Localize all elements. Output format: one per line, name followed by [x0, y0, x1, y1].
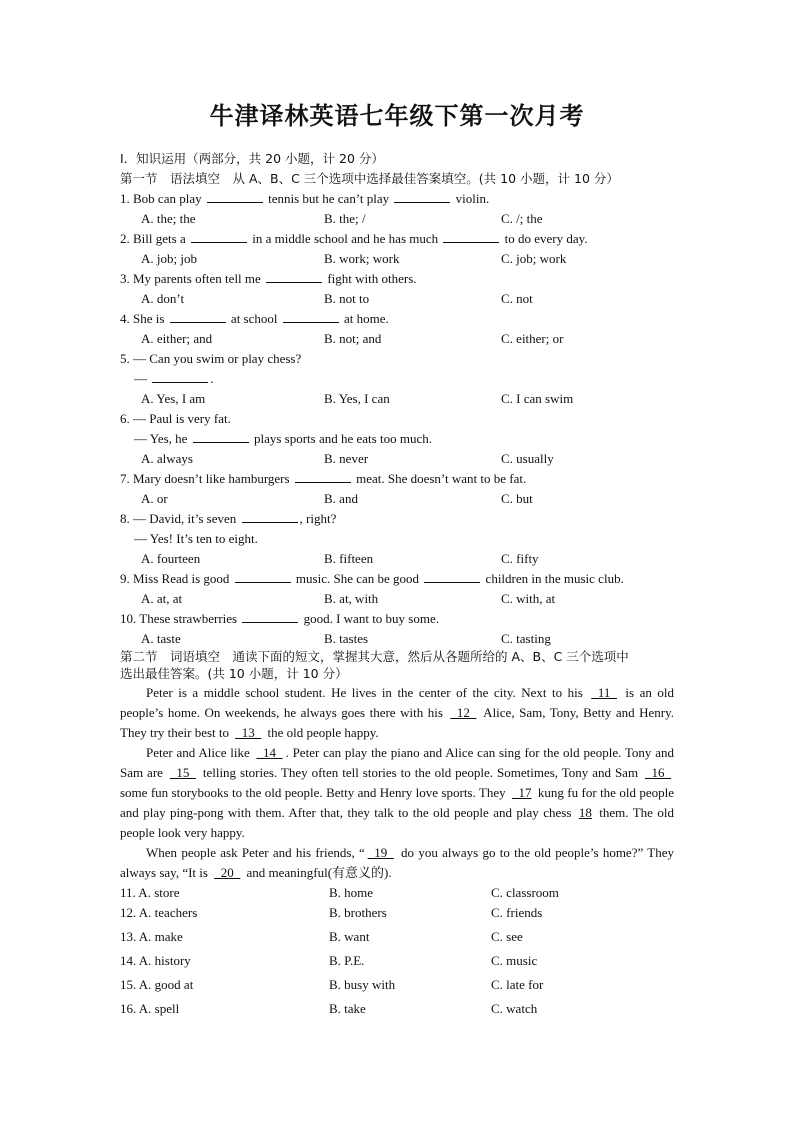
option-a: A. job; job	[141, 251, 197, 266]
answer-12-b: B. brothers	[329, 905, 387, 920]
option-c: C. fifty	[501, 551, 539, 566]
answer-blank	[207, 190, 263, 203]
option-c: C. not	[501, 291, 533, 306]
option-b: B. Yes, I can	[324, 391, 390, 406]
answer-13-c: C. see	[491, 929, 523, 944]
answer-blank	[235, 570, 291, 583]
question-7: 7. Mary doesn’t like hamburgers meat. She doesn’t want to be fat.	[120, 471, 527, 486]
question-8: 8. — David, it’s seven , right?	[120, 511, 337, 526]
answer-14-a: 14. A. history	[120, 953, 191, 968]
option-b: B. tastes	[324, 631, 369, 646]
answer-12-c: C. friends	[491, 905, 543, 920]
option-c: C. but	[501, 491, 533, 506]
answer-16-a: 16. A. spell	[120, 1001, 180, 1016]
answer-15-a: 15. A. good at	[120, 977, 194, 992]
option-b: B. the; /	[324, 211, 366, 226]
passage-paragraph-2: Peter and Alice like _14_ . Peter can play the piano and Alice can sing for the old people. Tony and Sam are _15_ telling stories. They often tell stories to the old people. Sometimes, Tony and Sam _16_ some fun storybooks to the old people. Betty and Henry love sports. They _17 kung fu for the old people and play ping-pong with them. After that, they talk to the old people and play chess 18 them. The old people look very happy.	[120, 745, 674, 840]
answer-11-a: 11. A. store	[120, 885, 180, 900]
question-5: 5. — Can you swim or play chess?	[120, 351, 302, 366]
part1-heading: I．知识运用（两部分，共 20 小题，计 20 分）	[120, 151, 384, 166]
option-c: C. either; or	[501, 331, 564, 346]
option-b: B. work; work	[324, 251, 400, 266]
question-4: 4. She is at school at home.	[120, 311, 389, 326]
option-b: B. never	[324, 451, 369, 466]
answer-blank	[443, 230, 499, 243]
question-2: 2. Bill gets a in a middle school and he has much to do every day.	[120, 231, 588, 246]
question-6-reply: — Yes, he plays sports and he eats too much.	[134, 431, 432, 446]
question-6: 6. — Paul is very fat.	[120, 411, 231, 426]
answer-blank	[242, 610, 298, 623]
answer-blank	[295, 470, 351, 483]
answer-blank	[266, 270, 322, 283]
option-a: A. always	[141, 451, 193, 466]
option-a: A. at, at	[141, 591, 183, 606]
option-a: A. fourteen	[141, 551, 201, 566]
section2-heading-line1: 第二节 词语填空 通读下面的短文，掌握其大意，然后从各题所给的 A、B、C 三个选项中	[120, 649, 629, 664]
answer-16-c: C. watch	[491, 1001, 538, 1016]
question-1: 1. Bob can play tennis but he can’t play violin.	[120, 191, 490, 206]
answer-11-b: B. home	[329, 885, 374, 900]
answer-blank	[283, 310, 339, 323]
option-c: C. /; the	[501, 211, 543, 226]
option-b: B. and	[324, 491, 358, 506]
answer-11-c: C. classroom	[491, 885, 559, 900]
answer-16-b: B. take	[329, 1001, 366, 1016]
question-5-reply: — .	[134, 371, 214, 386]
option-a: A. or	[141, 491, 168, 506]
option-a: A. the; the	[141, 211, 196, 226]
option-a: A. either; and	[141, 331, 213, 346]
answer-blank	[191, 230, 247, 243]
answer-12-a: 12. A. teachers	[120, 905, 198, 920]
answer-15-c: C. late for	[491, 977, 544, 992]
option-b: B. at, with	[324, 591, 379, 606]
option-a: A. taste	[141, 631, 181, 646]
answer-13-b: B. want	[329, 929, 370, 944]
section2-heading-line2: 选出最佳答案。(共 10 小题，计 10 分）	[120, 666, 348, 681]
answer-15-b: B. busy with	[329, 977, 396, 992]
option-c: C. with, at	[501, 591, 556, 606]
option-b: B. not to	[324, 291, 370, 306]
option-c: C. job; work	[501, 251, 567, 266]
passage-paragraph-3: When people ask Peter and his friends, “ _19_ do you always go to the old people’s home?” They always say, “It is _20_ and meaningful(有意义的).	[120, 845, 674, 880]
option-c: C. usually	[501, 451, 554, 466]
answer-blank	[424, 570, 480, 583]
answer-13-a: 13. A. make	[120, 929, 183, 944]
option-b: B. not; and	[324, 331, 382, 346]
answer-blank	[152, 370, 208, 383]
question-10: 10. These strawberries good. I want to buy some.	[120, 611, 439, 626]
passage-paragraph-1: Peter is a middle school student. He lives in the center of the city. Next to his _11_ is an old people’s home. On weekends, he always goes there with his _12_ Alice, Sam, Tony, Betty and Henry. They try their best to _13_ the old people happy.	[120, 685, 675, 740]
option-c: C. I can swim	[501, 391, 574, 406]
answer-blank	[170, 310, 226, 323]
answer-blank	[394, 190, 450, 203]
answer-14-c: C. music	[491, 953, 538, 968]
question-9: 9. Miss Read is good music. She can be good children in the music club.	[120, 571, 624, 586]
option-a: A. don’t	[141, 291, 185, 306]
answer-blank	[242, 510, 298, 523]
option-c: C. tasting	[501, 631, 551, 646]
answer-14-b: B. P.E.	[329, 953, 365, 968]
question-3: 3. My parents often tell me fight with others.	[120, 271, 417, 286]
question-8-reply: — Yes! It’s ten to eight.	[134, 531, 258, 546]
page-title: 牛津译林英语七年级下第一次月考	[209, 101, 585, 130]
section1-heading: 第一节 语法填空 从 A、B、C 三个选项中选择最佳答案填空。(共 10 小题，计 10 分）	[120, 171, 619, 186]
answer-blank	[193, 430, 249, 443]
option-a: A. Yes, I am	[141, 391, 206, 406]
option-b: B. fifteen	[324, 551, 374, 566]
